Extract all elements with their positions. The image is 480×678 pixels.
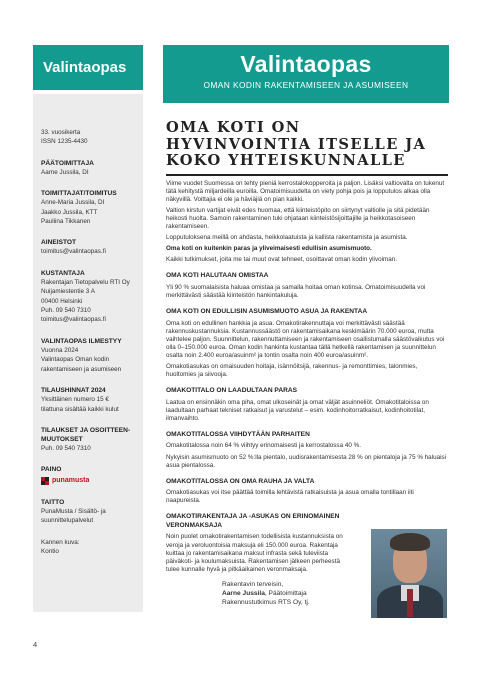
issn-text: ISSN 1235-4430 <box>41 138 88 146</box>
portrait-tie <box>407 589 413 617</box>
section-text: Nykyisin asumismuoto on 52 %:lla pientalo, uudisrakentamisesta 28 % on pientaloja ja 75 % haluaisi asua pientalossa. <box>166 453 447 469</box>
colophon-sidebar <box>33 94 143 612</box>
section-heading: OMAKOTITALO ON LAADULTAAN PARAS <box>166 387 298 395</box>
brand-logo <box>33 45 143 90</box>
layout-block <box>41 498 137 526</box>
portrait-hair <box>390 533 430 551</box>
page-number: 4 <box>33 640 38 649</box>
section-heading: OMAKOTITALOSSA ON OMA RAUHA JA VALTA <box>166 477 315 485</box>
publication-info <box>41 128 137 147</box>
signature-greeting: Rakentavin terveisin, <box>222 580 284 588</box>
block-line: Jaakko Jussila, KTT <box>41 208 98 216</box>
section-text: Laatua on ensinnäkin oma piha, omat ulkoseinät ja omat väljät asuinneliöt. Omakotitaloissa on laadultaan parhaat tekniset ratkaisut ja varustelut – esim. kodinhoitorratkaisut, kodinhoitotilat, ilmanvaihto. <box>166 398 429 422</box>
publisher-block <box>41 269 137 325</box>
block-line: Puh. 09 540 7310 <box>41 444 91 452</box>
block-heading: VALINTAOPAS ILMESTYY <box>41 337 122 345</box>
intro-paragraph: Viime vuodet Suomessa on tehty pieniä kerrostalokopperoita ja paljon. Lisäksi valtiovalta on tukenut tätä kehitystä miljardeilla euroilla. Omatoimisuudelta on viety pohja pois ja lopputulos alkaa olla näkyvillä. Voittajia ei ole ja häviäjiä on pian kaikki. <box>166 179 445 203</box>
block-line: Nuijamiestentie 3 A <box>41 288 95 296</box>
block-heading: TILAUSHINNAT 2024 <box>41 387 106 395</box>
author-portrait-photo <box>371 529 447 618</box>
block-heading: TILAUKSET JA OSOITTEEN-MUUTOKSET <box>41 426 131 443</box>
block-line: PunaMusta / Sisältö- ja suunnittelupalvelut <box>41 507 106 525</box>
block-line: Anne-Maria Jussila, DI <box>41 199 105 207</box>
punamusta-mark-icon <box>41 477 49 485</box>
section-text: Oma koti on edullinen hankkia ja asua. Omakotirakennuttaja voi merkittävästi säästää rakennuskustannuksia. Kustannussäästö on rakentamisaikana keskimäärin 70.000 euroa, mutta vaihtelee paljon. Suunnittelun, rakennuttamiseen ja rakentamiseen osallistumalla säästövaikutus voi olla 0–150.000 euroa. Oman kodin hankinta kustantaa tällä hetkellä rakentamisen ja suunnittelun osalta noin 2.400 euroa/asuinm² ja tontin osalta noin 400 euroa/asuinm². <box>166 319 445 359</box>
headline-divider <box>166 174 448 176</box>
key-statement: Oma koti on kuitenkin paras ja yliveimaisesti edullisin asumismuoto. <box>166 245 372 253</box>
block-heading: PAINO <box>41 466 62 474</box>
taxpayer-section <box>166 513 448 606</box>
block-line: Kontio <box>41 547 59 555</box>
block-line: Aarne Jussila, DI <box>41 168 89 176</box>
block-heading: TOIMITTAJAT/TOIMITUS <box>41 190 117 198</box>
materials-block <box>41 238 137 256</box>
signature-name: Aarne Jussila <box>222 589 265 597</box>
editorial-article <box>166 120 448 607</box>
masthead-title: Valintaopas <box>240 51 372 77</box>
block-heading: AINEISTOT <box>41 239 77 247</box>
cover-credit-block <box>41 538 137 557</box>
volume-text: 33. vuosikerta <box>41 129 81 136</box>
issue-schedule-block <box>41 337 137 374</box>
section-heading: OMAKOTIRAKENTAJA JA -ASUKAS ON ERINOMAINEN VERONMAKSAJA <box>166 513 340 529</box>
section-text: Noin puolet omakotirakentamisen todellisista kustannuksista on veroja ja veroluontoisia maksuja eli 150.000 euroa. Rakentaja kuittaa jo rakentamisaikana maksut infrasta sekä tuleviista päiväkoti- ja koulumaksuista. Rakentamisen jälkeen perheestä tulee kunnalle hyvä ja pitkäaikainen veronmaksaja. <box>166 533 343 573</box>
punamusta-logo <box>41 476 137 485</box>
research-note: Kaikki tutkimukset, joita me tai muut ovat tehneet, osoittavat oman kodin ylivoiman. <box>166 256 397 264</box>
block-line: Kannen kuva: <box>41 538 80 546</box>
signature-role: , Päätoimittaja <box>264 589 307 597</box>
email-link[interactable]: toimitus@valintaopas.fi <box>41 316 106 324</box>
printer-block <box>41 465 137 485</box>
intro-paragraph: Valtion kirstun vartijat eivät edes huomaa, että kiinteistöpito on siirtynyt valtiolle ja sitä pidetään heikosti huolta. Samoin rakentaminen tuki ohjataan kiinteistösijoittajille ja heikkotasoiseen rakentamiseen. <box>166 206 430 230</box>
block-line: Puh. 09 540 7310 <box>41 307 91 315</box>
block-heading: TAITTO <box>41 498 65 506</box>
block-line: 00400 Helsinki <box>41 297 83 305</box>
block-line: Yksittäinen numero 15 € <box>41 396 109 404</box>
block-line: Vuonna 2024 <box>41 346 79 354</box>
editor-in-chief-block <box>41 159 137 177</box>
block-line: tilattuna sisältää kaikki kulut <box>41 405 119 413</box>
punamusta-logo-text: punamusta <box>52 477 90 485</box>
prices-block <box>41 386 137 414</box>
editors-block <box>41 189 137 226</box>
section-text: Omakotitalossa noin 64 % viihtyy erinomaisesti ja kerrostalossa 40 %. <box>166 442 361 450</box>
masthead <box>163 45 449 103</box>
section-text: Omakotiasukas voi itse päättää toimilla lehtävistä ratkaisuista ja asua omalla tontillaan iiti naapureista. <box>166 489 414 505</box>
block-heading: KUSTANTAJA <box>41 269 85 277</box>
section-text: Omakotiasukas on omaisuuden hoitaja, isännöitsijä, rakennus- ja remonttimies, talonmies, huoltomies ja siivooja. <box>166 363 418 379</box>
section-heading: OMA KOTI HALUTAAN OMISTAA <box>166 272 269 280</box>
block-heading: PÄÄTOIMITTAJA <box>41 159 94 167</box>
orders-block <box>41 426 137 453</box>
masthead-subtitle: OMAN KODIN RAKENTAMISEEN JA ASUMISEEN <box>203 80 409 90</box>
block-line: Valintaopas Oman kodin rakentamiseen ja asumiseen <box>41 356 122 373</box>
email-link[interactable]: toimitus@valintaopas.fi <box>41 248 106 256</box>
brand-logo-text: Valintaopas <box>43 59 127 76</box>
block-line: Pauliina Tikkanen <box>41 218 91 226</box>
article-headline: OMA KOTI ON HYVINVOINTIA ITSELLE JA KOKO YHTEISKUNNALLE <box>166 119 427 169</box>
block-line: Rakentajan Tietopalvelu RTI Oy <box>41 278 130 286</box>
signature-org: Rakennustutkimus RTS Oy, tj. <box>222 598 310 606</box>
section-heading: OMA KOTI ON EDULLISIN ASUMISMUOTO ASUA JA RAKENTAA <box>166 308 368 316</box>
section-text: Yli 90 % suomalaisista haluaa omistaa ja samalla hoitaa oman kotinsa. Omatoimisuudella voi merkittävästi säästää kiinteistön hankintakuluja. <box>166 283 426 299</box>
intro-paragraph: Lopputuloksena meillä on ahdasta, heikkolaatuista ja kallista rakentamista ja asumista. <box>166 234 408 242</box>
section-heading: OMAKOTITALOSSA VIIHDYTÄÄN PARHAITEN <box>166 430 310 438</box>
